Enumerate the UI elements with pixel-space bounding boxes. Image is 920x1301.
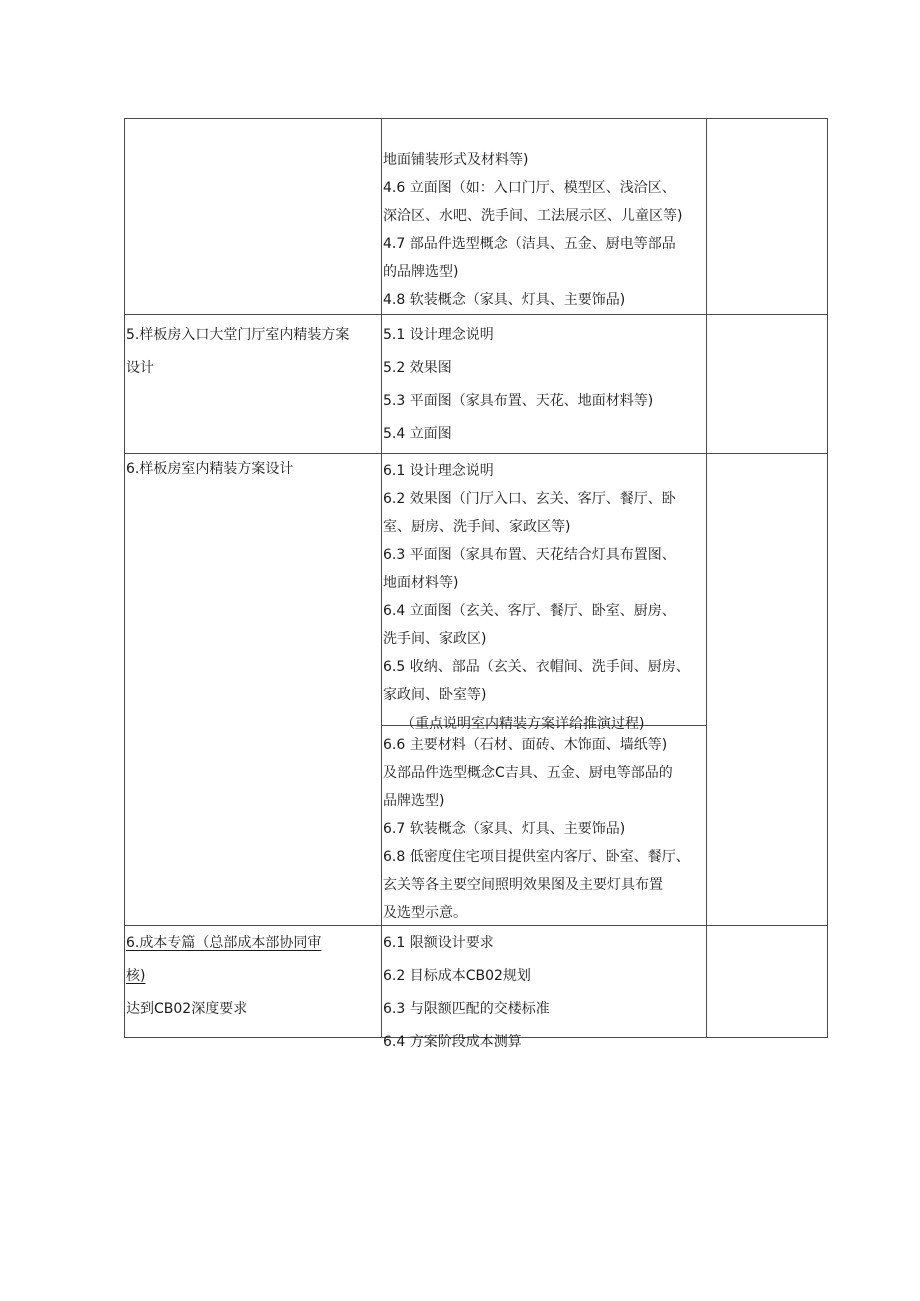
table-line: 4.7 部品件选型概念（洁具、五金、厨电等部品 xyxy=(383,236,676,252)
table-line: 6.3 平面图（家具布置、天花结合灯具布置图、 xyxy=(383,547,676,563)
row1-right-cell xyxy=(383,146,706,314)
row2-left-cell xyxy=(126,319,380,453)
row1-left-cell xyxy=(126,119,380,314)
table-line: 6.1 设计理念说明 xyxy=(383,463,494,479)
table-line: 6.4 立面图（玄关、客厅、餐厅、卧室、厨房、 xyxy=(383,603,676,619)
column-divider-2 xyxy=(706,119,707,1037)
table-line: 的品牌选型) xyxy=(383,264,459,280)
row3-left-cell xyxy=(126,455,380,925)
cost-chapter-title-cont: 核) xyxy=(126,968,146,984)
design-scope-table xyxy=(124,118,828,1050)
table-line: 设计 xyxy=(126,360,154,376)
table-line: 6.样板房室内精装方案设计 xyxy=(126,461,294,477)
table-line: 6.8 低密度住宅项目提供室内客厅、卧室、餐厅、 xyxy=(383,849,690,865)
table-line: 室、厨房、洗手间、家政区等) xyxy=(383,519,571,535)
table-line: 6.1 限额设计要求 xyxy=(383,935,494,951)
row1-extra-cell xyxy=(708,119,827,314)
table-line: 6.2 目标成本CB02规划 xyxy=(383,968,531,984)
row4-right-cell xyxy=(383,927,706,1050)
column-divider-1 xyxy=(381,119,382,1037)
row3-extra-cell xyxy=(708,454,827,925)
row3-right-bottom-cell xyxy=(383,731,706,925)
table-line: 6.6 主要材料（石材、面砖、木饰面、墙纸等) xyxy=(383,737,668,753)
cost-chapter-title: 6.成本专篇（总部成本部协同审 xyxy=(126,935,322,951)
row2-extra-cell xyxy=(708,315,827,453)
table-line: 达到CB02深度要求 xyxy=(126,1001,248,1017)
table-line: 地面铺装形式及材料等) xyxy=(383,152,529,168)
table-line: 洗手间、家政区) xyxy=(383,631,487,647)
table-line: 5.3 平面图（家具布置、天花、地面材料等) xyxy=(383,393,654,409)
table-line: 6.2 效果图（门厅入口、玄关、客厅、餐厅、卧 xyxy=(383,491,676,507)
table-line: 6.3 与限额匹配的交楼标准 xyxy=(383,1001,550,1017)
table-line: 6.4 方案阶段成本测算 xyxy=(383,1034,522,1050)
table-line: 5.4 立面图 xyxy=(383,426,452,442)
table-line: 品牌选型) xyxy=(383,793,445,809)
clipped-note-line: （重点说明室内精装方案详给推演过程) xyxy=(401,716,645,732)
table-line: 5.样板房入口大堂门厅室内精装方案 xyxy=(126,327,350,343)
table-line: 家政间、卧室等) xyxy=(383,687,487,703)
table-line: 5.2 效果图 xyxy=(383,360,452,376)
table-line: 及部品件选型概念C吉具、五金、厨电等部品的 xyxy=(383,765,673,781)
table-line: 6.7 软装概念（家具、灯具、主要饰品) xyxy=(383,821,626,837)
table-line: 玄关等各主要空间照明效果图及主要灯具布置 xyxy=(383,877,663,893)
row4-left-cell xyxy=(126,927,380,1037)
row3-right-top-cell xyxy=(383,457,706,732)
table-line: 4.8 软装概念（家具、灯具、主要饰品) xyxy=(383,292,626,308)
table-line: 5.1 设计理念说明 xyxy=(383,327,494,343)
row2-right-cell xyxy=(383,319,706,453)
table-line: 深洽区、水吧、洗手间、工法展示区、儿童区等) xyxy=(383,208,683,224)
row4-extra-cell xyxy=(708,926,827,1037)
table-line: 及选型示意。 xyxy=(383,905,467,921)
table-line: 6.5 收纳、部品（玄关、衣帽间、洗手间、厨房、 xyxy=(383,659,690,675)
table-line: 地面材料等) xyxy=(383,575,459,591)
table-line: 4.6 立面图（如：入口门厅、模型区、浅洽区、 xyxy=(383,180,676,196)
